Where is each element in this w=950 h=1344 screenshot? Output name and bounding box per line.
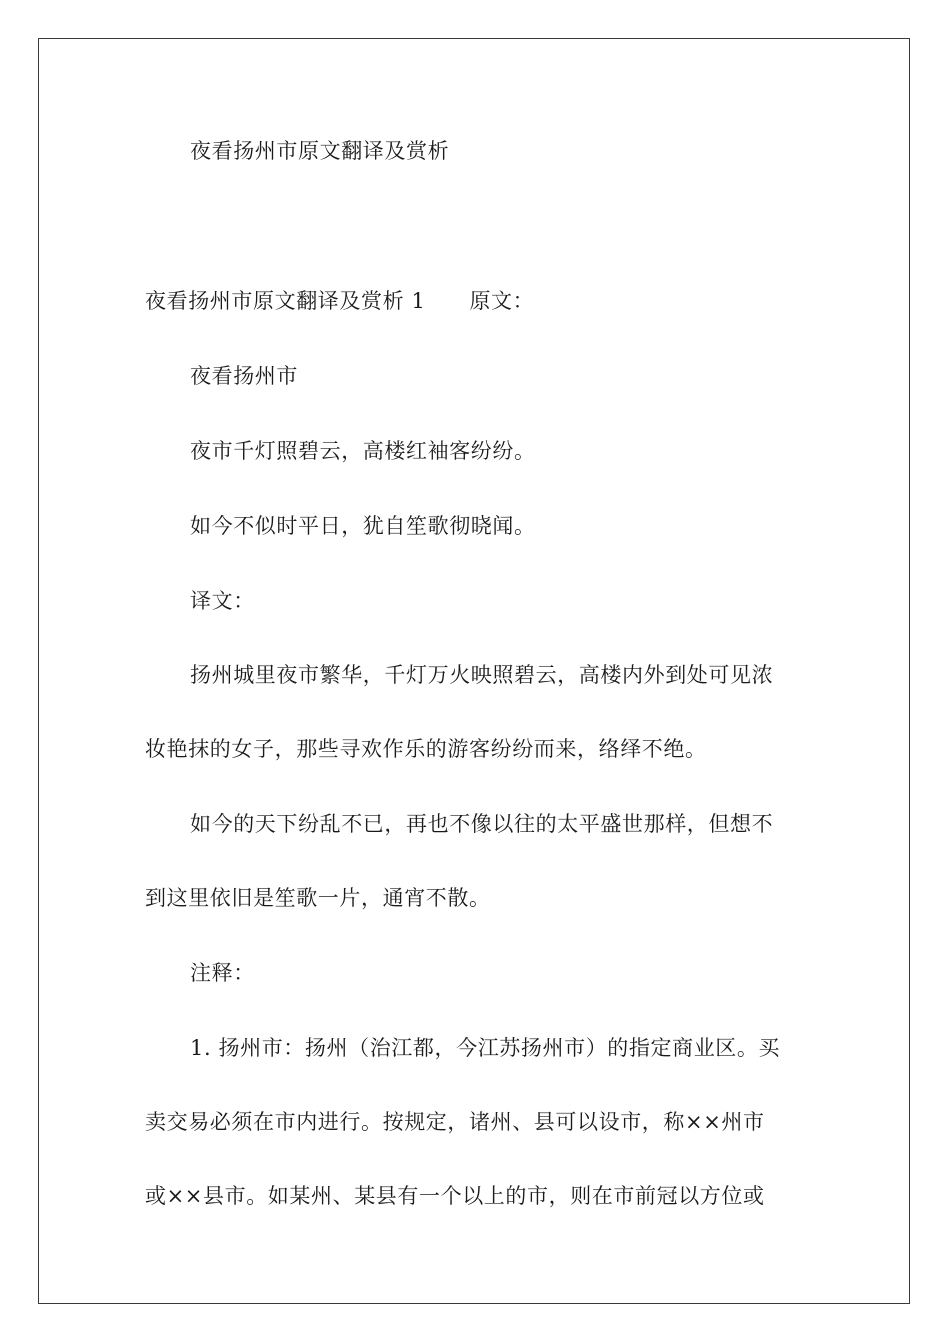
note-line: 或××县市。如某州、某县有一个以上的市，则在市前冠以方位或 [145, 1184, 765, 1208]
section-heading-row [145, 286, 534, 316]
translation-line: 妆艳抹的女子，那些寻欢作乐的游客纷纷而来，络绎不绝。 [145, 737, 707, 761]
note-line: 1. 扬州市：扬州（治江都，今江苏扬州市）的指定商业区。买 [190, 1036, 781, 1060]
notes-label: 注释： [190, 961, 255, 985]
section-heading: 夜看扬州市原文翻译及赏析 1 [145, 289, 426, 313]
translation-line: 到这里依旧是笙歌一片，通宵不散。 [145, 886, 491, 910]
poem-line: 夜市千灯照碧云，高楼红袖客纷纷。 [190, 439, 536, 463]
original-label: 原文： [469, 289, 535, 313]
poem-line: 如今不似时平日，犹自笙歌彻晓闻。 [190, 514, 536, 538]
translation-line: 如今的天下纷乱不已，再也不像以往的太平盛世那样，但想不 [190, 812, 774, 836]
poem-title: 夜看扬州市 [190, 364, 298, 388]
note-line: 卖交易必须在市内进行。按规定，诸州、县可以设市，称××州市 [145, 1110, 765, 1134]
translation-line: 扬州城里夜市繁华，千灯万火映照碧云，高楼内外到处可见浓 [190, 663, 774, 687]
translation-label: 译文： [190, 589, 255, 613]
document-title: 夜看扬州市原文翻译及赏析 [190, 139, 450, 163]
